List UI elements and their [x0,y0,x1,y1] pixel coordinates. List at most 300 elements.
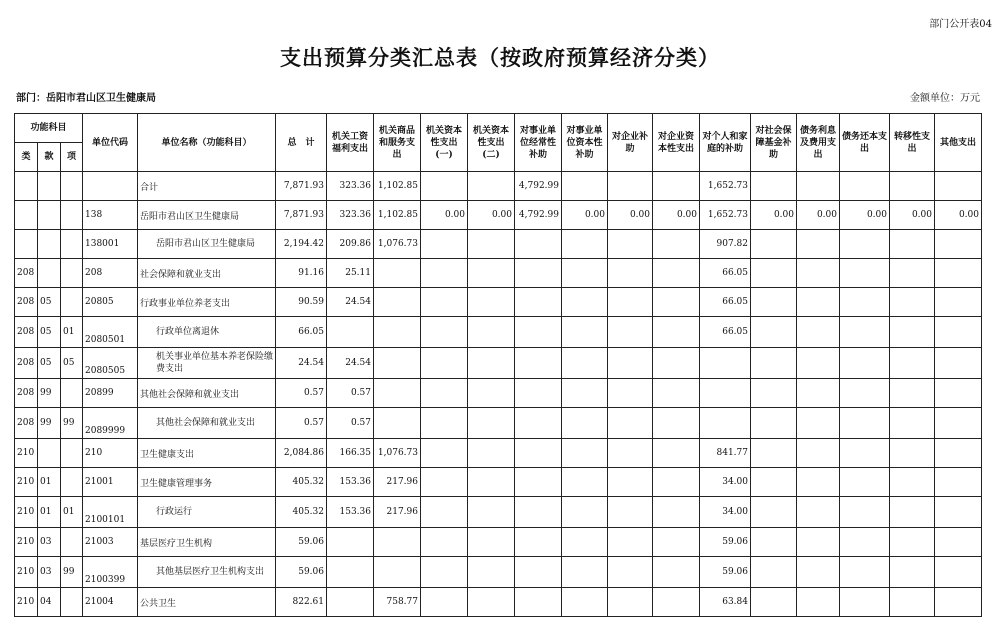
cell-c14 [935,230,982,259]
cell-c6 [562,408,608,439]
table-row [15,317,982,348]
cell-c1 [327,588,374,617]
cell-total: 405.32 [276,468,327,497]
cell-c4 [468,528,515,557]
header-c8: 对企业资本性支出 [653,114,700,172]
cell-c2 [374,408,421,439]
cell-c3 [421,317,468,348]
cell-c6 [562,497,608,528]
cell-c9: 63.84 [700,588,751,617]
cell-xiang [61,230,83,259]
cell-c13 [890,259,935,288]
table-row [15,528,982,557]
cell-c14 [935,172,982,201]
cell-kuan: 05 [38,317,61,348]
cell-c3 [421,528,468,557]
cell-xiang: 01 [61,317,83,348]
cell-c5 [515,468,562,497]
cell-c10 [751,408,797,439]
header-lei: 类 [15,143,38,172]
cell-name: 行政单位离退休 [138,317,276,348]
cell-code: 2089999 [83,408,138,439]
cell-xiang [61,379,83,408]
cell-c7 [608,288,653,317]
cell-kuan [38,439,61,468]
cell-c9: 66.05 [700,317,751,348]
cell-c12 [840,439,890,468]
cell-c1: 153.36 [327,497,374,528]
cell-lei: 210 [15,588,38,617]
cell-kuan [38,259,61,288]
cell-code: 2100101 [83,497,138,528]
cell-c13 [890,288,935,317]
cell-c6 [562,528,608,557]
cell-xiang: 99 [61,408,83,439]
cell-lei: 208 [15,259,38,288]
cell-kuan [38,201,61,230]
cell-c7 [608,468,653,497]
cell-c5 [515,230,562,259]
cell-c14 [935,557,982,588]
cell-code [83,172,138,201]
cell-c13 [890,439,935,468]
cell-c7: 0.00 [608,201,653,230]
cell-xiang [61,201,83,230]
cell-c14 [935,528,982,557]
header-c7: 对企业补助 [608,114,653,172]
cell-c5 [515,557,562,588]
cell-c9: 841.77 [700,439,751,468]
cell-c13 [890,497,935,528]
cell-kuan: 03 [38,557,61,588]
cell-c5 [515,528,562,557]
header-xiang: 项 [61,143,83,172]
cell-c1 [327,317,374,348]
cell-c12 [840,468,890,497]
cell-c13 [890,317,935,348]
cell-lei: 208 [15,348,38,379]
cell-xiang: 01 [61,497,83,528]
cell-c11 [797,408,840,439]
cell-c8 [653,588,700,617]
cell-c1: 25.11 [327,259,374,288]
header-c12: 债务还本支出 [840,114,890,172]
cell-c2 [374,528,421,557]
cell-lei: 208 [15,317,38,348]
cell-c9: 1,652.73 [700,201,751,230]
cell-c6 [562,288,608,317]
cell-c3 [421,557,468,588]
cell-c12 [840,259,890,288]
cell-c1 [327,528,374,557]
cell-code: 21004 [83,588,138,617]
cell-lei [15,230,38,259]
cell-c14 [935,259,982,288]
cell-name: 其他社会保障和就业支出 [138,379,276,408]
cell-c7 [608,317,653,348]
cell-c8 [653,557,700,588]
cell-c9: 59.06 [700,557,751,588]
cell-c10 [751,497,797,528]
cell-total: 59.06 [276,528,327,557]
cell-c4 [468,172,515,201]
cell-c11: 0.00 [797,201,840,230]
header-func: 功能科目 [15,114,83,143]
cell-c13 [890,588,935,617]
cell-c10 [751,588,797,617]
cell-c14 [935,379,982,408]
cell-c6 [562,317,608,348]
cell-c14 [935,348,982,379]
cell-c9: 59.06 [700,528,751,557]
cell-c5 [515,588,562,617]
cell-total: 7,871.93 [276,172,327,201]
cell-c8 [653,288,700,317]
cell-c6 [562,557,608,588]
cell-code: 138 [83,201,138,230]
cell-c12 [840,317,890,348]
table-row [15,468,982,497]
cell-c7 [608,379,653,408]
cell-name: 合计 [138,172,276,201]
cell-c4 [468,348,515,379]
cell-c10 [751,172,797,201]
header-c3: 机关资本性支出(一) [421,114,468,172]
cell-c8 [653,528,700,557]
cell-c3 [421,468,468,497]
table-row [15,348,982,379]
header-c1: 机关工资福利支出 [327,114,374,172]
header-c9: 对个人和家庭的补助 [700,114,751,172]
cell-c7 [608,408,653,439]
cell-c6 [562,468,608,497]
cell-code: 2080505 [83,348,138,379]
header-total: 总 计 [276,114,327,172]
cell-c9 [700,348,751,379]
cell-c11 [797,588,840,617]
cell-name: 公共卫生 [138,588,276,617]
cell-c1: 0.57 [327,379,374,408]
department-label: 部门：岳阳市君山区卫生健康局 [16,93,156,104]
cell-c14 [935,288,982,317]
cell-c6 [562,230,608,259]
cell-c10 [751,557,797,588]
cell-name: 社会保障和就业支出 [138,259,276,288]
cell-c5 [515,259,562,288]
cell-c3 [421,259,468,288]
cell-c8: 0.00 [653,201,700,230]
cell-c3: 0.00 [421,201,468,230]
cell-c12 [840,557,890,588]
cell-c4 [468,379,515,408]
cell-c3 [421,408,468,439]
cell-total: 2,194.42 [276,230,327,259]
cell-c1: 323.36 [327,201,374,230]
cell-c9: 1,652.73 [700,172,751,201]
cell-total: 24.54 [276,348,327,379]
cell-c11 [797,230,840,259]
cell-c3 [421,439,468,468]
cell-c11 [797,348,840,379]
cell-c13 [890,528,935,557]
header-c13: 转移性支出 [890,114,935,172]
cell-c6 [562,588,608,617]
cell-c10 [751,528,797,557]
cell-lei: 210 [15,528,38,557]
cell-xiang [61,468,83,497]
cell-c12 [840,408,890,439]
cell-c11 [797,317,840,348]
cell-xiang [61,588,83,617]
cell-total: 59.06 [276,557,327,588]
cell-c7 [608,230,653,259]
cell-c9: 66.05 [700,259,751,288]
cell-name: 机关事业单位基本养老保险缴费支出 [138,348,276,379]
cell-c13 [890,408,935,439]
cell-c5: 4,792.99 [515,201,562,230]
cell-xiang [61,439,83,468]
cell-c8 [653,439,700,468]
header-c5: 对事业单位经常性补助 [515,114,562,172]
cell-c1: 24.54 [327,288,374,317]
cell-c8 [653,317,700,348]
cell-c2: 217.96 [374,497,421,528]
cell-c14 [935,497,982,528]
cell-c4 [468,259,515,288]
cell-code: 210 [83,439,138,468]
table-row [15,408,982,439]
cell-c1: 323.36 [327,172,374,201]
cell-name: 岳阳市君山区卫生健康局 [138,230,276,259]
cell-c3 [421,288,468,317]
cell-name: 行政运行 [138,497,276,528]
table-row [15,172,982,201]
header-c14: 其他支出 [935,114,982,172]
cell-c14 [935,588,982,617]
cell-c13 [890,172,935,201]
table-row [15,288,982,317]
cell-c1: 24.54 [327,348,374,379]
cell-c1: 0.57 [327,408,374,439]
cell-c8 [653,379,700,408]
cell-c8 [653,408,700,439]
cell-c12 [840,588,890,617]
cell-kuan: 03 [38,528,61,557]
cell-c2 [374,259,421,288]
cell-kuan: 99 [38,379,61,408]
table-row [15,230,982,259]
cell-c12 [840,230,890,259]
cell-c12 [840,288,890,317]
cell-c10: 0.00 [751,201,797,230]
cell-c13 [890,230,935,259]
cell-name: 岳阳市君山区卫生健康局 [138,201,276,230]
cell-total: 7,871.93 [276,201,327,230]
cell-c10 [751,439,797,468]
table-number-tag: 部门公开表04 [929,19,992,30]
header-code: 单位代码 [83,114,138,172]
cell-xiang [61,259,83,288]
cell-c10 [751,317,797,348]
cell-total: 66.05 [276,317,327,348]
header-c2: 机关商品和服务支出 [374,114,421,172]
cell-c8 [653,172,700,201]
cell-c2 [374,557,421,588]
cell-c13 [890,379,935,408]
cell-c5 [515,317,562,348]
cell-name: 其他社会保障和就业支出 [138,408,276,439]
cell-c5 [515,379,562,408]
header-kuan: 款 [38,143,61,172]
cell-c11 [797,172,840,201]
cell-c11 [797,288,840,317]
cell-total: 405.32 [276,497,327,528]
cell-xiang [61,172,83,201]
header-c6: 对事业单位资本性补助 [562,114,608,172]
cell-c10 [751,288,797,317]
cell-c2: 758.77 [374,588,421,617]
cell-xiang: 05 [61,348,83,379]
cell-c9: 66.05 [700,288,751,317]
cell-code: 20899 [83,379,138,408]
cell-c1: 166.35 [327,439,374,468]
cell-name: 其他基层医疗卫生机构支出 [138,557,276,588]
cell-kuan: 04 [38,588,61,617]
cell-xiang [61,288,83,317]
cell-c12 [840,379,890,408]
cell-lei: 210 [15,557,38,588]
expenditure-summary-table [14,113,982,617]
cell-lei [15,201,38,230]
cell-lei: 210 [15,497,38,528]
cell-c3 [421,348,468,379]
cell-total: 822.61 [276,588,327,617]
cell-c11 [797,497,840,528]
table-row [15,557,982,588]
cell-c8 [653,348,700,379]
cell-c7 [608,348,653,379]
cell-c9 [700,379,751,408]
cell-c11 [797,468,840,497]
table-row [15,497,982,528]
cell-c4 [468,230,515,259]
cell-c1: 209.86 [327,230,374,259]
cell-code: 2080501 [83,317,138,348]
cell-c9: 34.00 [700,497,751,528]
cell-c2 [374,348,421,379]
cell-lei: 208 [15,379,38,408]
cell-total: 0.57 [276,408,327,439]
cell-total: 90.59 [276,288,327,317]
cell-c10 [751,230,797,259]
cell-c13: 0.00 [890,201,935,230]
table-row [15,379,982,408]
cell-kuan: 01 [38,497,61,528]
cell-xiang: 99 [61,557,83,588]
cell-kuan: 99 [38,408,61,439]
cell-lei: 208 [15,408,38,439]
cell-c4: 0.00 [468,201,515,230]
cell-code: 21001 [83,468,138,497]
cell-c10 [751,379,797,408]
cell-name: 行政事业单位养老支出 [138,288,276,317]
cell-c11 [797,379,840,408]
cell-c5 [515,497,562,528]
cell-c11 [797,259,840,288]
cell-c13 [890,557,935,588]
cell-name: 基层医疗卫生机构 [138,528,276,557]
cell-c5: 4,792.99 [515,172,562,201]
cell-lei [15,172,38,201]
cell-code: 20805 [83,288,138,317]
cell-c6 [562,439,608,468]
table-row [15,201,982,230]
cell-c12 [840,497,890,528]
cell-c9: 907.82 [700,230,751,259]
cell-total: 0.57 [276,379,327,408]
cell-c4 [468,497,515,528]
cell-c4 [468,588,515,617]
cell-c13 [890,468,935,497]
cell-c13 [890,348,935,379]
cell-c11 [797,557,840,588]
cell-c3 [421,230,468,259]
cell-c12 [840,172,890,201]
cell-c5 [515,408,562,439]
cell-c7 [608,259,653,288]
header-name: 单位名称（功能科目） [138,114,276,172]
cell-c5 [515,348,562,379]
cell-c6 [562,259,608,288]
cell-c7 [608,172,653,201]
cell-c2: 1,102.85 [374,172,421,201]
cell-c4 [468,557,515,588]
cell-c12 [840,528,890,557]
cell-code: 2100399 [83,557,138,588]
cell-c6: 0.00 [562,201,608,230]
cell-c2: 217.96 [374,468,421,497]
cell-lei: 210 [15,468,38,497]
table-row [15,588,982,617]
cell-c2: 1,076.73 [374,230,421,259]
cell-c3 [421,379,468,408]
cell-c4 [468,439,515,468]
cell-c10 [751,348,797,379]
cell-c4 [468,468,515,497]
cell-total: 2,084.86 [276,439,327,468]
table-row [15,259,982,288]
cell-c7 [608,588,653,617]
document-title: 支出预算分类汇总表（按政府预算经济分类） [280,45,720,70]
cell-c5 [515,288,562,317]
cell-c8 [653,497,700,528]
cell-c9: 34.00 [700,468,751,497]
cell-c3 [421,588,468,617]
cell-c6 [562,172,608,201]
cell-c2 [374,379,421,408]
cell-c2 [374,288,421,317]
cell-c4 [468,317,515,348]
cell-lei: 208 [15,288,38,317]
cell-total: 91.16 [276,259,327,288]
cell-c3 [421,172,468,201]
header-c4: 机关资本性支出(二) [468,114,515,172]
cell-c5 [515,439,562,468]
cell-c14 [935,317,982,348]
cell-c4 [468,408,515,439]
cell-c8 [653,468,700,497]
cell-c1: 153.36 [327,468,374,497]
